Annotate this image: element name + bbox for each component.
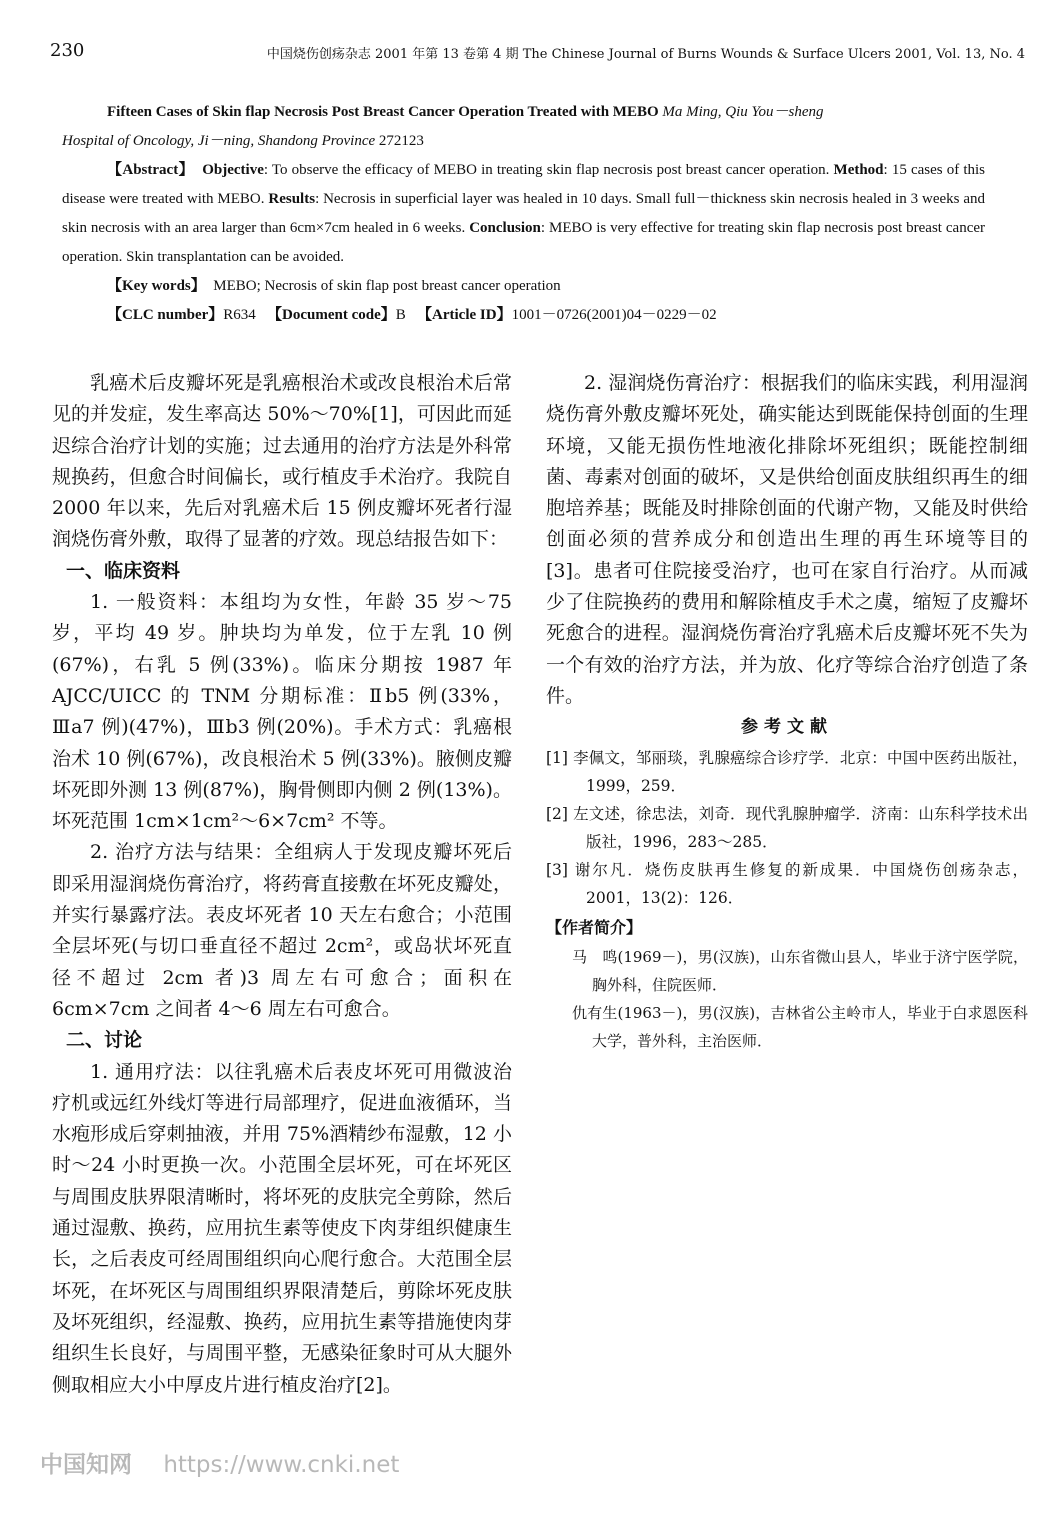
keywords-line — [62, 272, 985, 301]
conclusion-label: Conclusion — [469, 220, 541, 236]
reference-item: [3] 谢尔凡．烧伤皮肤再生修复的新成果．中国烧伤创疡杂志，2001，13(2)：126． — [546, 860, 1028, 907]
english-authors: Ma Ming, Qiu You－sheng — [662, 104, 824, 120]
cnki-watermark — [40, 1446, 399, 1479]
keywords-label: 【Key words】 — [107, 278, 206, 294]
running-head: 中国烧伤创疡杂志 2001 年第 13 卷第 4 期 The Chinese Journal of Burns Wounds & Surface Ulcers 2001, Vol. 13, No. 4 — [266, 47, 1025, 62]
section-1-paragraph-1: 1. 一般资料：本组均为女性，年龄 35 岁～75 岁，平均 49 岁。肿块均为单发，位于左乳 10 例(67%)，右乳 5 例(33%)。临床分期按 1987 年 AJCC/UICC 的 TNM 分期标准：Ⅱb5 例(33%，Ⅲa7 例)(47%)，Ⅲb3 例(20%)。手术方式：乳癌根治术 10 例(67%)，改良根治术 5 例(33%)。腋侧皮瓣坏死即外测 13 例(87%)，胸骨侧即内侧 2 例(13%)。坏死范围 1cm×1cm²～6×7cm² 不等。 — [52, 591, 512, 833]
reference-item: [2] 左文述，徐忠法，刘奇．现代乳腺肿瘤学．济南：山东科学技术出版社，1996，283～285． — [546, 804, 1028, 851]
reference-item: [1] 李佩文，邹丽琰，乳腺癌综合诊疗学．北京：中国中医药出版社，1999，259． — [546, 748, 1028, 795]
english-affiliation-line — [62, 127, 985, 156]
method-label: Method — [833, 162, 884, 178]
author-bio-heading: 【作者简介】 — [546, 917, 643, 937]
conclusion-text: : MEBO is very effective for treating skin flap necrosis post breast cancer operation. Skin transplantation can be avoided. — [62, 220, 986, 265]
english-title-line — [62, 98, 985, 127]
document-code-label: 【Document code】 — [267, 307, 396, 323]
english-abstract — [62, 98, 985, 330]
left-column — [52, 368, 512, 1401]
document-code-value: B — [395, 307, 406, 323]
english-title: Fifteen Cases of Skin flap Necrosis Post Breast Cancer Operation Treated with MEBO — [107, 104, 659, 120]
objective-label: Objective — [202, 162, 264, 178]
objective-text: : To observe the efficacy of MEBO in treating skin flap necrosis post breast cancer operation. — [263, 162, 830, 178]
section-2-paragraph-1: 1. 通用疗法：以往乳癌术后表皮坏死可用微波治疗机或远红外线灯等进行局部理疗，促进血液循环，当水疱形成后穿刺抽液，并用 75%酒精纱布湿敷，12 小时～24 小时更换一次。小范围全层坏死，可在坏死区与周围皮肤界限清晰时，将坏死的皮肤完全剪除，然后通过湿敷、换药，应用抗生素等使皮下肉芽组织健康生长，之后表皮可经周围组织向心爬行愈合。大范围全层坏死，在坏死区与周围组织界限清楚后，剪除坏死皮肤及坏死组织，经湿敷、换药，应用抗生素等措施使肉芽组织生长良好，与周围平整，无感染征象时可从大腿外侧取相应大小中厚皮片进行植皮治疗[2]。 — [52, 1060, 512, 1396]
page-number: 230 — [50, 40, 85, 61]
classification-line — [62, 301, 985, 330]
section-1-paragraph-2: 2. 治疗方法与结果：全组病人于发现皮瓣坏死后即采用湿润烧伤膏治疗，将药膏直接敷在坏死皮瓣处，并实行暴露疗法。表皮坏死者 10 天左右愈合；小范围全层坏死(与切口垂直径不超过 2cm²，或岛状坏死直径不超过 2cm 者)3 周左右可愈合；面积在 6cm×7cm 之间者 4～6 周左右可愈合。 — [52, 841, 512, 1020]
clc-label: 【CLC number】 — [107, 307, 224, 323]
keywords-text: MEBO; Necrosis of skin flap post breast cancer operation — [213, 278, 561, 294]
references-heading: 参考文献 — [741, 717, 833, 738]
abstract-paragraph — [62, 156, 985, 272]
abstract-label: 【Abstract】 — [107, 162, 194, 178]
section-2-heading: 二、讨论 — [66, 1029, 143, 1052]
method-text: : 15 cases of this disease were treated with MEBO. — [62, 162, 986, 207]
right-column — [546, 368, 1028, 1055]
page-header — [50, 40, 1025, 70]
results-text: : Necrosis in superficial layer was healed in 10 days. Small full－thickness skin necrosis healed in 3 weeks and skin necrosis with an area larger than 6cm×7cm healed in 6 weeks. — [62, 191, 986, 236]
article-id-value: 1001－0726(2001)04－0229－02 — [511, 307, 717, 323]
author-bio-item: 马 鸣(1969－)，男(汉族)，山东省微山县人，毕业于济宁医学院，胸外科，住院医师． — [572, 947, 1028, 994]
clc-value: R634 — [223, 307, 256, 323]
author-bio-item: 仇有生(1963－)，男(汉族)，吉林省公主岭市人，毕业于白求恩医科大学，普外科，主治医师． — [572, 1003, 1028, 1050]
english-postcode: 272123 — [378, 133, 424, 149]
watermark-brand: 中国知网 — [40, 1452, 132, 1478]
results-label: Results — [268, 191, 316, 207]
english-affiliation: Hospital of Oncology, Ji－ning, Shandong Province — [62, 133, 376, 149]
article-id-label: 【Article ID】 — [417, 307, 512, 323]
section-1-heading: 一、临床资料 — [66, 559, 181, 582]
intro-paragraph: 乳癌术后皮瓣坏死是乳癌根治术或改良根治术后常见的并发症，发生率高达 50%～70%[1]，可因此而延迟综合治疗计划的实施；过去通用的治疗方法是外科常规换药，但愈合时间偏长，或行植皮手术治疗。我院自 2000 年以来，先后对乳癌术后 15 例皮瓣坏死者行湿润烧伤膏外敷，取得了显著的疗效。现总结报告如下： — [52, 372, 512, 551]
section-2-paragraph-2: 2. 湿润烧伤膏治疗：根据我们的临床实践，利用湿润烧伤膏外敷皮瓣坏死处，确实能达到既能保持创面的生理环境，又能无损伤性地液化排除坏死组织；既能控制细菌、毒素对创面的破坏，又是供给创面皮肤组织再生的细胞培养基；既能及时排除创面的代谢产物，又能及时供给创面必须的营养成分和创造出生理的再生环境等目的[3]。患者可住院接受治疗，也可在家自行治疗。从而减少了住院换药的费用和解除植皮手术之虞，缩短了皮瓣坏死愈合的进程。湿润烧伤膏治疗乳癌术后皮瓣坏死不失为一个有效的治疗方法，并为放、化疗等综合治疗创造了条件。 — [546, 372, 1028, 707]
watermark-url: https://www.cnki.net — [163, 1452, 400, 1478]
